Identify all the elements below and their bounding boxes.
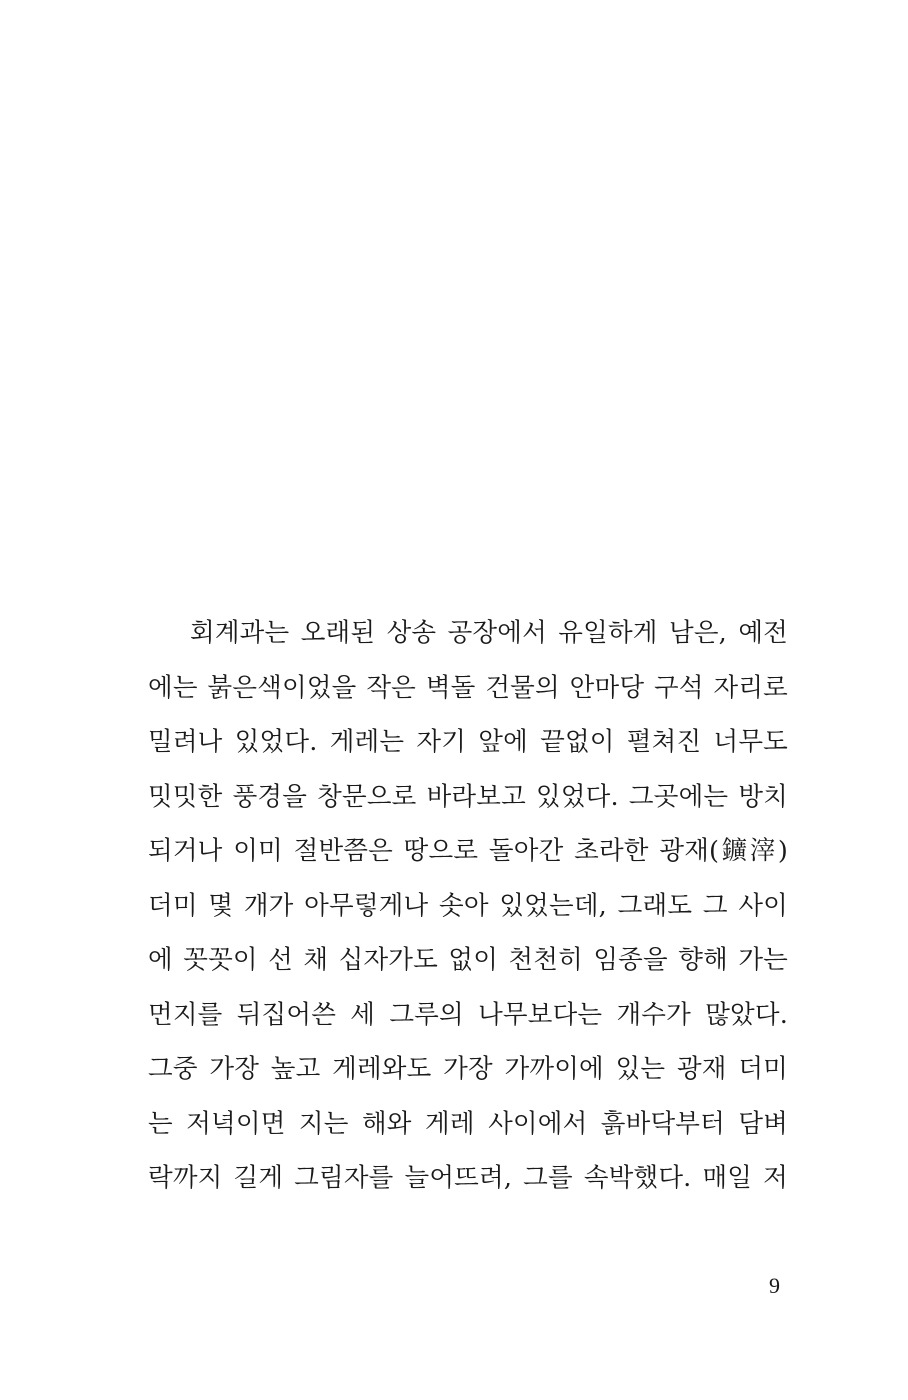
text-line: 더미 몇 개가 아무렇게나 솟아 있었는데, 그래도 그 사이 bbox=[148, 890, 788, 921]
text-line: 에는 붉은색이었을 작은 벽돌 건물의 안마당 구석 자리로 bbox=[148, 672, 788, 703]
text-line: 회계과는 오래된 상송 공장에서 유일하게 남은, 예전 bbox=[190, 618, 788, 648]
text-line: 는 저녁이면 지는 해와 게레 사이에서 흙바닥부터 담벼 bbox=[148, 1108, 788, 1139]
text-line: 그중 가장 높고 게레와도 가장 가까이에 있는 광재 더미 bbox=[148, 1054, 788, 1084]
text-line: 밋밋한 풍경을 창문으로 바라보고 있었다. 그곳에는 방치 bbox=[148, 781, 788, 812]
text-line: 밀려나 있었다. 게레는 자기 앞에 끝없이 펼쳐진 너무도 bbox=[148, 727, 788, 757]
page-number: 9 bbox=[769, 1273, 780, 1298]
body-text bbox=[148, 606, 788, 1206]
text-line: 에 꼿꼿이 선 채 십자가도 없이 천천히 임종을 향해 가는 bbox=[148, 945, 788, 975]
text-line: 먼지를 뒤집어쓴 세 그루의 나무보다는 개수가 많았다. bbox=[148, 999, 788, 1030]
text-line: 되거나 이미 절반쯤은 땅으로 돌아간 초라한 광재(鑛滓) bbox=[148, 836, 788, 866]
text-line: 락까지 길게 그림자를 늘어뜨려, 그를 속박했다. 매일 저 bbox=[148, 1163, 788, 1193]
